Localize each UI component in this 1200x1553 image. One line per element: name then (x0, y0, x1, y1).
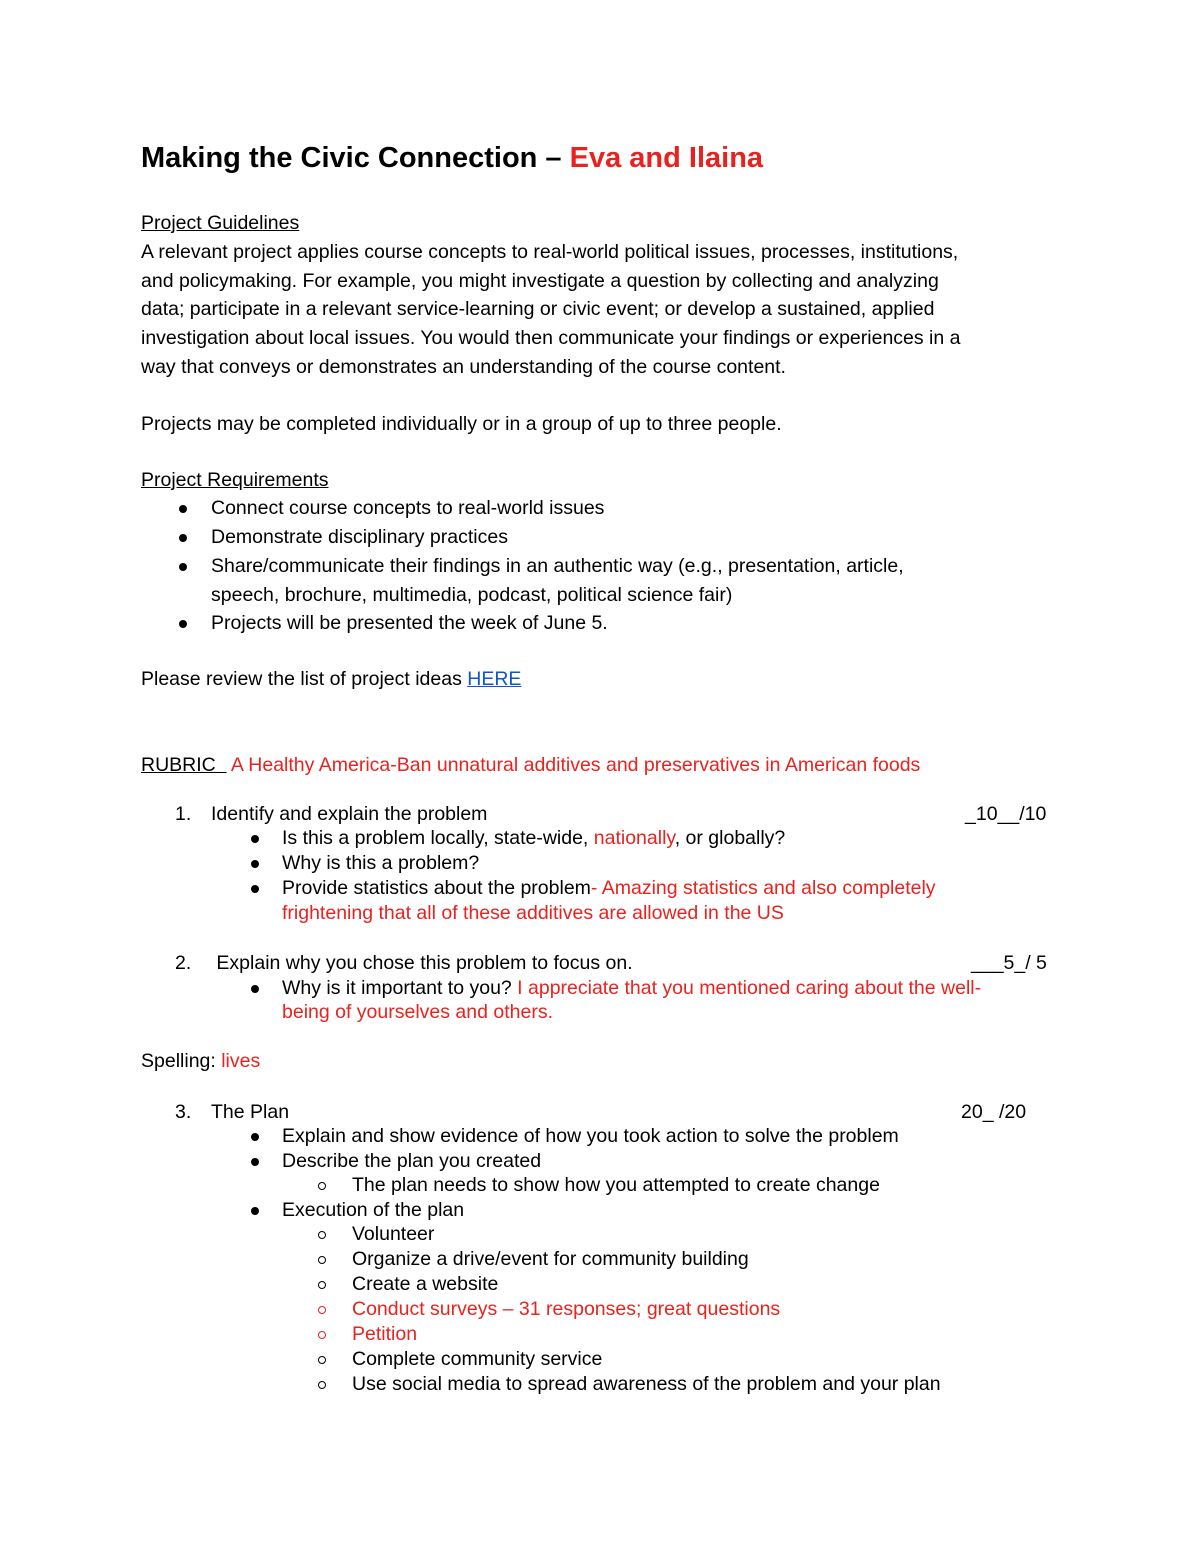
rubric-heading (141, 754, 920, 777)
section-score: 20_ /20 (961, 1101, 1027, 1123)
guidelines-line: data; participate in a relevant service-learning or civic event; or develop a sustained, applied (141, 298, 935, 320)
execution-item: Organize a drive/event for community building (352, 1248, 749, 1270)
bullet-icon (251, 860, 259, 868)
bullet-icon (251, 985, 259, 993)
bullet-text: Why is it important to you? (282, 977, 518, 999)
feedback-text: - Amazing statistics and also completely (590, 877, 936, 899)
section-score: ___5_/ 5 (971, 952, 1047, 974)
execution-item: Volunteer (352, 1223, 435, 1245)
section-score: _10__/10 (965, 803, 1047, 825)
sub-bullet-icon (318, 1281, 326, 1289)
guidelines-heading: Project Guidelines (141, 212, 300, 234)
section-bullet (282, 977, 981, 1000)
feedback-text-continued: frightening that all of these additives are allowed in the US (282, 902, 784, 924)
bullet-icon (179, 534, 187, 542)
review-line (141, 668, 521, 691)
section-number: 2. (175, 952, 192, 974)
section-title: Identify and explain the problem (211, 803, 488, 825)
sub-bullet-icon (318, 1231, 326, 1239)
plan-bullet: Execution of the plan (282, 1199, 465, 1221)
sub-bullet-icon (318, 1306, 326, 1314)
section-bullet (282, 827, 785, 850)
guidelines-line: and policymaking. For example, you might investigate a question by collecting and analyzing (141, 270, 939, 292)
spelling-note (141, 1050, 260, 1073)
bullet-text: Provide statistics about the problem (282, 877, 591, 899)
title-names: Eva and Ilaina (569, 142, 764, 174)
bullet-icon (251, 1158, 259, 1166)
execution-item-highlighted: Conduct surveys – 31 responses; great questions (352, 1298, 781, 1320)
requirement-item: Demonstrate disciplinary practices (211, 526, 508, 548)
requirement-item: Projects will be presented the week of June 5. (211, 612, 608, 634)
guidelines-line: way that conveys or demonstrates an understanding of the course content. (141, 356, 786, 378)
section-title: Explain why you chose this problem to focus on. (211, 952, 633, 974)
section-bullet: Why is this a problem? (282, 852, 480, 874)
plan-bullet: Describe the plan you created (282, 1150, 542, 1172)
bullet-icon (179, 620, 187, 628)
feedback-text: nationally (593, 827, 675, 849)
requirement-item: Connect course concepts to real-world issues (211, 497, 605, 519)
review-text: Please review the list of project ideas (141, 668, 468, 690)
bullet-icon (251, 1133, 259, 1141)
feedback-text: I appreciate that you mentioned caring about the well- (517, 977, 982, 999)
spelling-label: Spelling: (141, 1050, 222, 1072)
execution-item: Create a website (352, 1273, 499, 1295)
sub-bullet-icon (318, 1331, 326, 1339)
bullet-text: , or globally? (674, 827, 786, 849)
execution-item: Complete community service (352, 1348, 603, 1370)
section-number: 1. (175, 803, 192, 825)
sub-bullet-icon (318, 1381, 326, 1389)
bullet-icon (179, 505, 187, 513)
bullet-icon (179, 563, 187, 571)
requirement-item-continued: speech, brochure, multimedia, podcast, political science fair) (211, 584, 733, 606)
bullet-icon (251, 835, 259, 843)
guidelines-line: A relevant project applies course concepts to real-world political issues, processes, institutions, (141, 241, 959, 263)
section-bullet (282, 877, 936, 900)
plan-bullet: Explain and show evidence of how you took action to solve the problem (282, 1125, 899, 1147)
group-size-note: Projects may be completed individually or in a group of up to three people. (141, 413, 782, 435)
document-title (141, 142, 763, 175)
execution-item-highlighted: Petition (352, 1323, 418, 1345)
sub-bullet-icon (318, 1356, 326, 1364)
guidelines-line: investigation about local issues. You would then communicate your findings or experiences in a (141, 327, 961, 349)
bullet-icon (251, 885, 259, 893)
bullet-text: Is this a problem locally, state-wide, (282, 827, 594, 849)
feedback-text-continued: being of yourselves and others. (282, 1001, 554, 1023)
title-main: Making the Civic Connection – (141, 142, 570, 174)
requirement-item: Share/communicate their findings in an authentic way (e.g., presentation, article, (211, 555, 904, 577)
project-ideas-link[interactable]: HERE (467, 668, 522, 690)
rubric-topic: A Healthy America-Ban unnatural additives and preservatives in American foods (226, 754, 921, 776)
section-title: The Plan (211, 1101, 290, 1123)
sub-bullet-icon (318, 1182, 326, 1190)
execution-item: Use social media to spread awareness of the problem and your plan (352, 1373, 941, 1395)
section-number: 3. (175, 1101, 192, 1123)
bullet-icon (251, 1207, 259, 1215)
rubric-label: RUBRIC (141, 754, 227, 776)
plan-sub-bullet: The plan needs to show how you attempted to create change (352, 1174, 880, 1196)
requirements-heading: Project Requirements (141, 469, 329, 491)
sub-bullet-icon (318, 1256, 326, 1264)
spelling-value: lives (221, 1050, 261, 1072)
